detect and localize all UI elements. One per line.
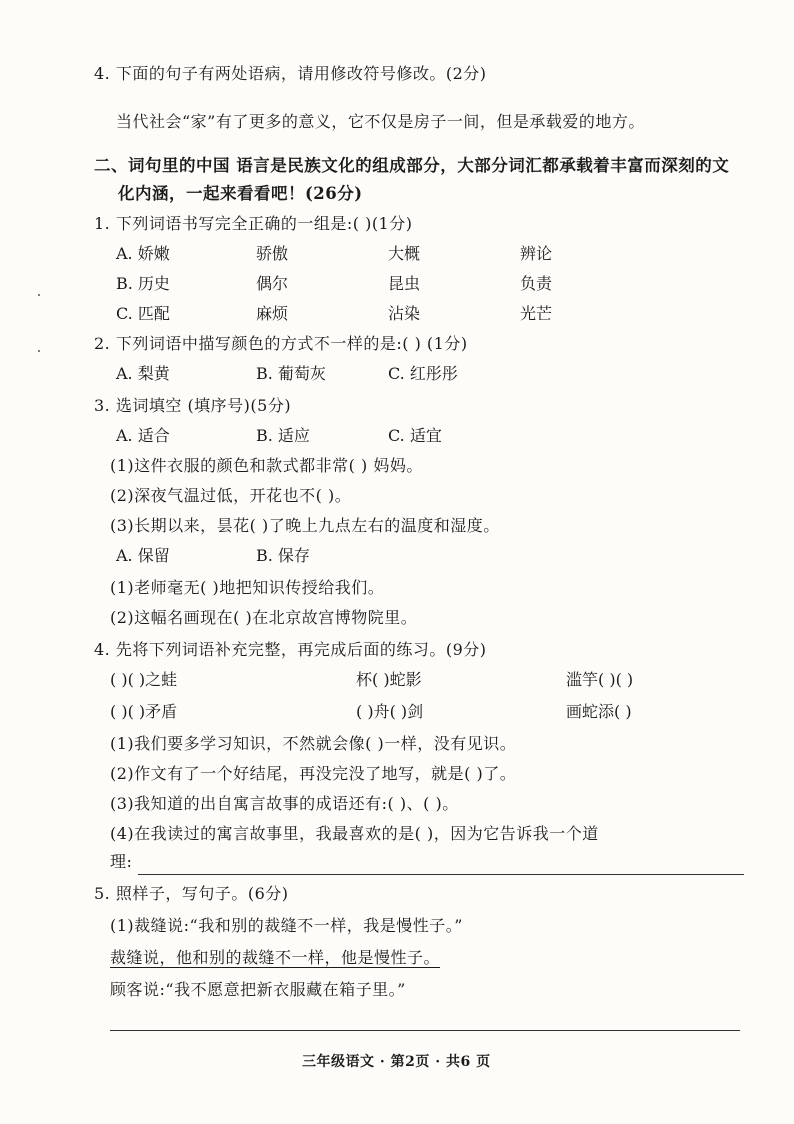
idiom-blank: 画蛇添( )	[566, 702, 632, 721]
q1-option: A. 娇嫩	[116, 244, 170, 263]
q3-option: C. 适宜	[388, 426, 442, 445]
idiom-blank: ( )( )之蛙	[110, 670, 178, 689]
idiom-blank: ( )( )矛盾	[110, 702, 178, 721]
q4-sentence-1: (1)我们要多学习知识，不然就会像( )一样，没有见识。	[110, 734, 517, 753]
idiom-blank: 滥竽( )( )	[566, 670, 634, 689]
answer-line	[110, 1030, 740, 1031]
q3-sentence-5: (2)这幅名画现在( )在北京故宫博物院里。	[110, 608, 418, 627]
q2-title: 2. 下列词语中描写颜色的方式不一样的是:( ) (1分)	[94, 334, 468, 353]
q3-sentence-4: (1)老师毫无( )地把知识传授给我们。	[110, 578, 385, 597]
q3-option: B. 保存	[256, 546, 310, 565]
q1-option: 沾染	[388, 304, 421, 323]
q5-example-answer: 裁缝说，他和别的裁缝不一样，他是慢性子。	[110, 948, 441, 967]
q3-option: B. 适应	[256, 426, 310, 445]
q4-title: 4. 先将下列词语补充完整，再完成后面的练习。(9分)	[94, 640, 487, 659]
q5-prompt: 顾客说:“我不愿意把新衣服藏在箱子里。”	[110, 980, 406, 999]
q3-sentence-1: (1)这件衣服的颜色和款式都非常( ) 妈妈。	[110, 456, 423, 475]
q2-option: C. 红彤彤	[388, 364, 458, 383]
idiom-blank: ( )舟( )剑	[356, 702, 424, 721]
q1-option: 光芒	[520, 304, 553, 323]
q3-sentence-3: (3)长期以来，昙花( )了晚上九点左右的温度和湿度。	[110, 516, 500, 535]
q3-title: 3. 选词填空 (填序号)(5分)	[94, 396, 292, 415]
q3-option: A. 保留	[116, 546, 170, 565]
answer-line	[138, 874, 744, 875]
q1-option: B. 历史	[116, 274, 170, 293]
q1-option: 大概	[388, 244, 421, 263]
q4-prev-sentence: 当代社会“家”有了更多的意义，它不仅是房子一间，但是承载爱的地方。	[116, 112, 645, 131]
q1-option: 辨论	[520, 244, 553, 263]
page-footer: 三年级语文 · 第2页 · 共6 页	[302, 1054, 491, 1070]
q4-sentence-4: (4)在我读过的寓言故事里，我最喜欢的是( )，因为它告诉我一个道	[110, 824, 599, 843]
q4-sentence-2: (2)作文有了一个好结尾，再没完没了地写，就是( )了。	[110, 764, 517, 783]
q1-option: 骄傲	[256, 244, 289, 263]
q1-option: 负责	[520, 274, 553, 293]
q3-sentence-2: (2)深夜气温过低，开花也不( )。	[110, 486, 352, 505]
q1-option: 昆虫	[388, 274, 421, 293]
idiom-blank: 杯( )蛇影	[356, 670, 422, 689]
scan-dot	[38, 350, 40, 352]
q1-option: C. 匹配	[116, 304, 170, 323]
q2-option: A. 梨黄	[116, 364, 170, 383]
q4-sentence-4-cont: 理:	[110, 852, 133, 871]
q5-title: 5. 照样子，写句子。(6分)	[94, 884, 289, 903]
q4-sentence-3: (3)我知道的出自寓言故事的成语还有:( )、( )。	[110, 794, 459, 813]
q3-option: A. 适合	[116, 426, 170, 445]
q1-option: 麻烦	[256, 304, 289, 323]
q4-prev-title: 4. 下面的句子有两处语病，请用修改符号修改。(2分)	[94, 64, 487, 83]
q1-option: 偶尔	[256, 274, 289, 293]
q5-example: (1)裁缝说:“我和别的裁缝不一样，我是慢性子。”	[110, 916, 463, 935]
section2-heading-line1: 二、词句里的中国 语言是民族文化的组成部分，大部分词汇都承载着丰富而深刻的文	[94, 156, 730, 175]
scan-dot	[38, 294, 40, 296]
q2-option: B. 葡萄灰	[256, 364, 326, 383]
q1-title: 1. 下列词语书写完全正确的一组是:( )(1分)	[94, 214, 413, 233]
section2-heading-line2: 化内涵，一起来看看吧！(26分)	[118, 184, 363, 203]
